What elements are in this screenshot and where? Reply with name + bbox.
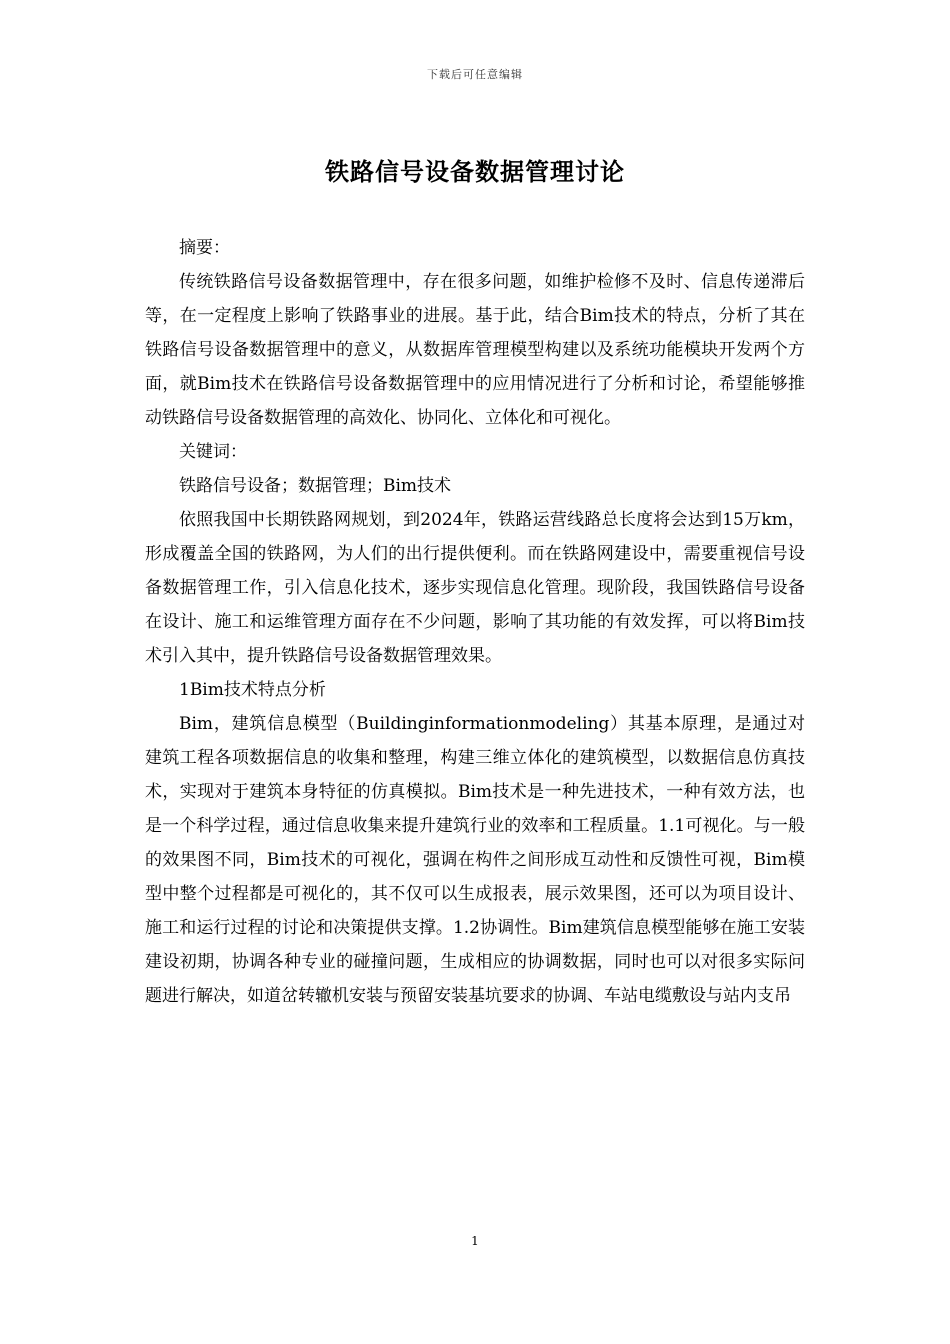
keywords-paragraph: 铁路信号设备；数据管理；Bim技术 (179, 476, 452, 496)
intro-paragraph: 依照我国中长期铁路网规划，到2024年，铁路运营线路总长度将会达到15万km，形成覆盖全国的铁路网，为人们的出行提供便利。而在铁路网建设中，需要重视信号设备数据管理工作，引入信息化技术，逐步实现信息化管理。现阶段，我国铁路信号设备在设计、施工和运维管理方面存在不少问题，影响了其功能的有效发挥，可以将Bim技术引入其中，提升铁路信号设备数据管理效果。 (145, 510, 805, 666)
page-header-note: 下载后可任意编辑 (427, 68, 523, 81)
section-heading: 1Bim技术特点分析 (179, 680, 326, 700)
document-body (145, 231, 805, 1013)
abstract-paragraph: 传统铁路信号设备数据管理中，存在很多问题，如维护检修不及时、信息传递滞后等，在一定程度上影响了铁路事业的进展。基于此，结合Bim技术的特点，分析了其在铁路信号设备数据管理中的意义，从数据库管理模型构建以及系统功能模块开发两个方面，就Bim技术在铁路信号设备数据管理中的应用情况进行了分析和讨论，希望能够推动铁路信号设备数据管理的高效化、协同化、立体化和可视化。 (145, 272, 805, 428)
section-paragraph: Bim，建筑信息模型（Buildinginformationmodeling）其基本原理，是通过对建筑工程各项数据信息的收集和整理，构建三维立体化的建筑模型，以数据信息仿真技术，实现对于建筑本身特征的仿真模拟。Bim技术是一种先进技术，一种有效方法，也是一个科学过程，通过信息收集来提升建筑行业的效率和工程质量。1.1可视化。与一般的效果图不同，Bim技术的可视化，强调在构件之间形成互动性和反馈性可视，Bim模型中整个过程都是可视化的，其不仅可以生成报表，展示效果图，还可以为项目设计、施工和运行过程的讨论和决策提供支撑。1.2协调性。Bim建筑信息模型能够在施工安装建设初期，协调各种专业的碰撞问题，生成相应的协调数据，同时也可以对很多实际问题进行解决，如道岔转辙机安装与预留安装基坑要求的协调、车站电缆敷设与站内支吊 (145, 714, 805, 1006)
keywords-label: 关键词： (179, 442, 247, 462)
abstract-label: 摘要： (179, 238, 230, 258)
page-number: 1 (471, 1234, 479, 1248)
document-title: 铁路信号设备数据管理讨论 (325, 157, 625, 186)
